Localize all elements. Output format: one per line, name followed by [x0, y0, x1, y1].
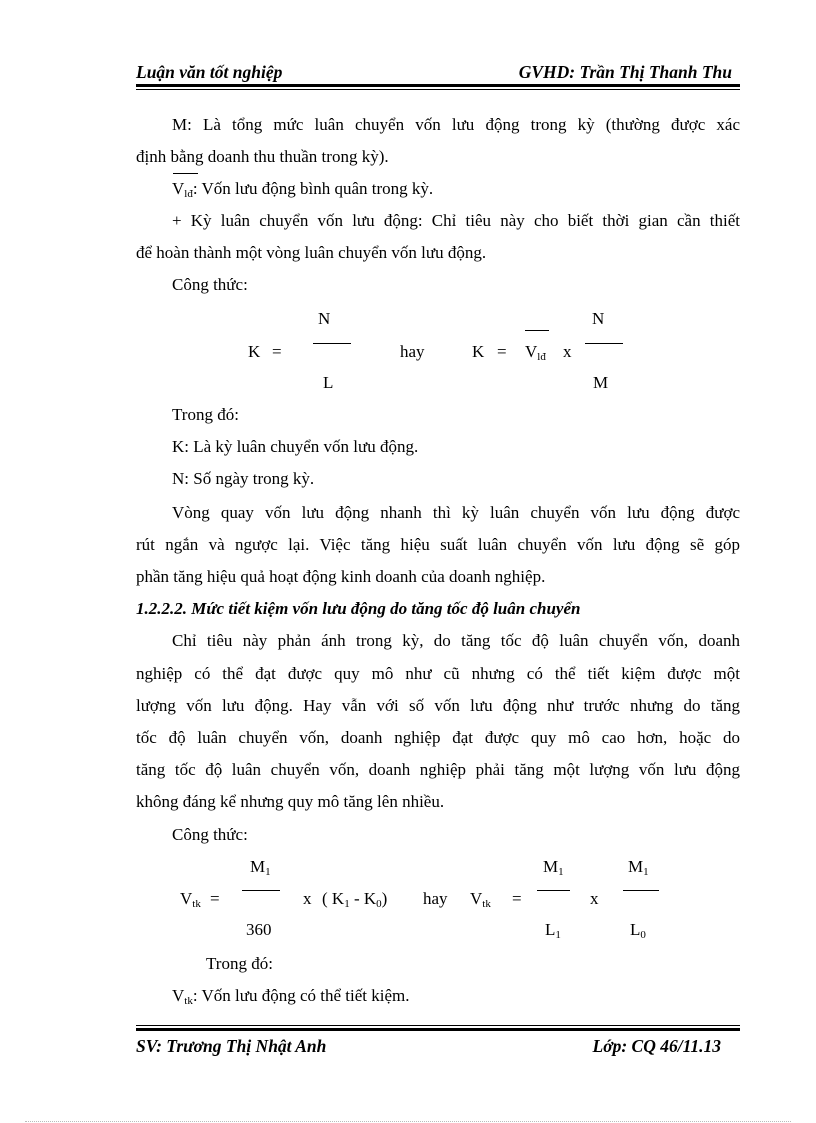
formula2-times: x [303, 889, 312, 908]
vtk-definition: $V_{tk}$: Vốn lưu động có thể tiết kiệm. [172, 986, 410, 1007]
paragraph-m-line-2: định bằng doanh thu thuần trong kỳ). [136, 147, 389, 166]
formula1-or: hay [400, 342, 425, 361]
formula2-fraction-bar-3 [623, 890, 659, 891]
formula1-k2: K [472, 342, 485, 361]
formula1-vld-overline [525, 330, 549, 331]
formula1-denominator-2: M [593, 373, 609, 392]
formula-label-2: Công thức: [172, 825, 248, 844]
header-rule-thin [136, 89, 740, 90]
k-definition: K: Là kỳ luân chuyển vốn lưu động. [172, 437, 419, 456]
formula1-denominator: L [323, 373, 334, 392]
paragraph-vong-quay-line-2: rút ngắn và ngược lại. Việc tăng hiệu suất luân chuyển vốn lưu động sẽ góp [136, 535, 740, 554]
formula2-numerator-2: $M_1$ [543, 857, 564, 878]
paragraph-chi-tieu-line-5: tăng tốc độ luân chuyển vốn, doanh nghiệp phải tăng một lượng vốn lưu động [136, 760, 740, 779]
formula1-fraction-bar [313, 343, 351, 344]
n-definition: N: Số ngày trong kỳ. [172, 469, 315, 488]
formula2-denominator-3: $L_0$ [630, 920, 646, 941]
formula-label-1: Công thức: [172, 275, 248, 294]
paragraph-chi-tieu-line-1: Chỉ tiêu này phản ánh trong kỳ, do tăng tốc độ luân chuyển vốn, doanh [172, 631, 740, 650]
paragraph-m-line-1: M: Là tổng mức luân chuyển vốn lưu động trong kỳ (thường được xác [172, 115, 740, 134]
formula1-fraction-bar-2 [585, 343, 623, 344]
footer-left: SV: Trương Thị Nhật Anh [136, 1036, 327, 1056]
formula2-numerator: $M_1$ [250, 857, 271, 878]
formula2-equals: = [210, 889, 220, 908]
paragraph-chi-tieu-line-3: lượng vốn lưu động. Hay vẫn với số vốn lưu động như trước nhưng do tăng [136, 696, 740, 715]
formula1-numerator: N [318, 309, 331, 328]
formula2-denominator: 360 [246, 920, 272, 939]
formula2-fraction-bar-2 [537, 890, 570, 891]
paragraph-chi-tieu-line-4: tốc độ luân chuyển vốn, doanh nghiệp đạt được quy mô cao hơn, hoặc do [136, 728, 740, 747]
header-right: GVHD: Trần Thị Thanh Thu [518, 62, 732, 82]
formula2-denominator-2: $L_1$ [545, 920, 561, 941]
paragraph-ky-line-1: + Kỳ luân chuyển vốn lưu động: Chỉ tiêu này cho biết thời gian cần thiết [172, 211, 740, 230]
formula1-vld: $V_{lđ}$ [525, 342, 546, 363]
footer-right: Lớp: CQ 46/11.13 [592, 1036, 721, 1056]
paragraph-chi-tieu-line-2: nghiệp có thể đạt được quy mô như cũ nhưng có thể tiết kiệm được một [136, 664, 740, 683]
formula2-vtk: $V_{tk}$ [180, 889, 201, 910]
formula1-equals-2: = [497, 342, 507, 361]
formula1-numerator-2: N [592, 309, 605, 328]
where-label-1: Trong đó: [172, 405, 239, 424]
header-left: Luận văn tốt nghiệp [136, 62, 283, 82]
vld-overline [173, 173, 198, 174]
paragraph-vong-quay-line-3: phần tăng hiệu quả hoạt động kinh doanh của doanh nghiệp. [136, 567, 546, 586]
formula2-vtk-2: $V_{tk}$ [470, 889, 491, 910]
formula2-fraction-bar [242, 890, 280, 891]
paragraph-vong-quay-line-1: Vòng quay vốn lưu động nhanh thì kỳ luân chuyển vốn lưu động được [172, 503, 740, 522]
formula1-equals: = [272, 342, 282, 361]
formula1-times: x [563, 342, 572, 361]
formula2-times-2: x [590, 889, 599, 908]
header-rule-thick [136, 84, 740, 87]
where-label-2: Trong đó: [206, 954, 273, 973]
paragraph-chi-tieu-line-6: không đáng kể nhưng quy mô tăng lên nhiều. [136, 792, 445, 811]
page-edge-dotted-line [25, 1121, 791, 1122]
paragraph-ky-line-2: để hoàn thành một vòng luân chuyển vốn lưu động. [136, 243, 487, 262]
formula2-numerator-3: $M_1$ [628, 857, 649, 878]
footer-rule-thin [136, 1025, 740, 1026]
formula1-k: K [248, 342, 261, 361]
formula2-k-difference: ( $K_1 - K_0$) [322, 889, 388, 910]
footer-rule-thick [136, 1028, 740, 1031]
section-heading: 1.2.2.2. Mức tiết kiệm vốn lưu động do tăng tốc độ luân chuyển [136, 599, 581, 618]
formula2-or: hay [423, 889, 448, 908]
formula2-equals-2: = [512, 889, 522, 908]
vld-definition: $V_{lđ}$: Vốn lưu động bình quân trong kỳ. [172, 179, 434, 200]
